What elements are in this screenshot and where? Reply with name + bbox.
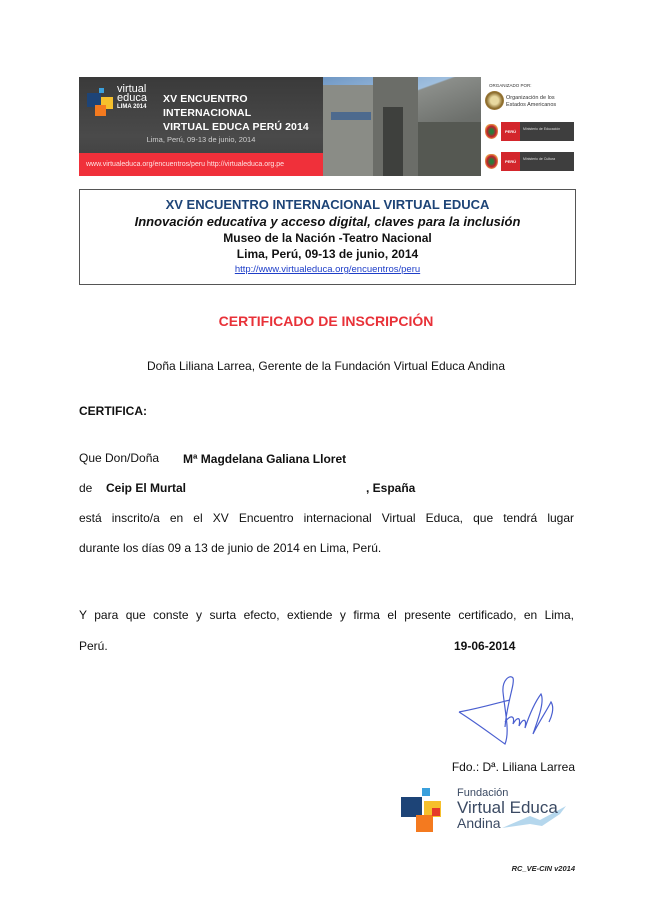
event-venue: Museo de la Nación -Teatro Nacional xyxy=(223,231,432,245)
signature-icon xyxy=(455,672,565,752)
foundation-squares-icon xyxy=(400,786,456,841)
issue-date: 19-06-2014 xyxy=(454,639,516,653)
oas-name: Organización de los Estados Americanos xyxy=(506,95,557,108)
institution-label: de xyxy=(79,481,93,495)
event-title: XV ENCUENTRO INTERNACIONAL VIRTUAL EDUCA xyxy=(165,197,490,212)
banner-left-panel xyxy=(79,77,323,176)
ministry-culture-logo: PERÚ Ministerio de Cultura xyxy=(483,152,574,171)
reference-code: RC_VE-CIN v2014 xyxy=(511,864,575,873)
building-photo xyxy=(323,77,481,176)
closing-text-line1: Y para que conste y surta efecto, extiende y firma el presente certificado, en Lima, xyxy=(79,608,574,622)
peru-shield-icon xyxy=(485,124,498,139)
banner-logo-text: virtual educa LIMA 2014 xyxy=(117,83,147,110)
organizers-panel: ORGANIZADO POR: Organización de los Estados Americanos PERÚ Ministerio de Educación PERÚ Ministerio de Cultura xyxy=(481,77,576,176)
event-info-box xyxy=(79,189,576,285)
oas-seal-icon xyxy=(485,91,504,110)
certificate-intro: Doña Liliana Larrea, Gerente de la Fundación Virtual Educa Andina xyxy=(146,359,506,373)
name-label: Que Don/Doña xyxy=(79,451,160,465)
country: , España xyxy=(366,481,416,495)
foundation-name: Fundación Virtual Educa Andina xyxy=(457,787,558,831)
banner-title: XV ENCUENTRO INTERNACIONAL VIRTUAL EDUCA PERÚ 2014 xyxy=(163,93,309,133)
registration-text-line2: durante los días 09 a 13 de junio de 2014 en Lima, Perú. xyxy=(79,541,382,555)
banner-links: www.virtualeduca.org/encuentros/peru http://virtualeduca.org.pe xyxy=(79,153,323,176)
certificate-title: CERTIFICADO DE INSCRIPCIÓN xyxy=(218,313,434,329)
event-banner xyxy=(79,77,576,176)
banner-place-date: Lima, Perú, 09-13 de junio, 2014 xyxy=(146,135,256,144)
ministry-education-logo: PERÚ Ministerio de Educación xyxy=(483,122,574,141)
event-date: Lima, Perú, 09-13 de junio, 2014 xyxy=(236,247,419,261)
certifica-heading: CERTIFICA: xyxy=(79,404,147,418)
event-link[interactable]: http://www.virtualeduca.org/encuentros/peru xyxy=(234,264,421,275)
institution-name: Ceip El Murtal xyxy=(106,481,187,495)
participant-name: Mª Magdelana Galiana Lloret xyxy=(183,452,347,466)
closing-text-line2: Perú. xyxy=(79,639,108,653)
signer-name: Fdo.: Dª. Liliana Larrea xyxy=(451,760,575,774)
peru-shield-icon xyxy=(485,154,498,169)
foundation-logo xyxy=(400,786,575,841)
registration-text-line1: está inscrito/a en el XV Encuentro internacional Virtual Educa, que tendrá lugar xyxy=(79,511,574,525)
event-subtitle: Innovación educativa y acceso digital, claves para la inclusión xyxy=(134,214,521,229)
